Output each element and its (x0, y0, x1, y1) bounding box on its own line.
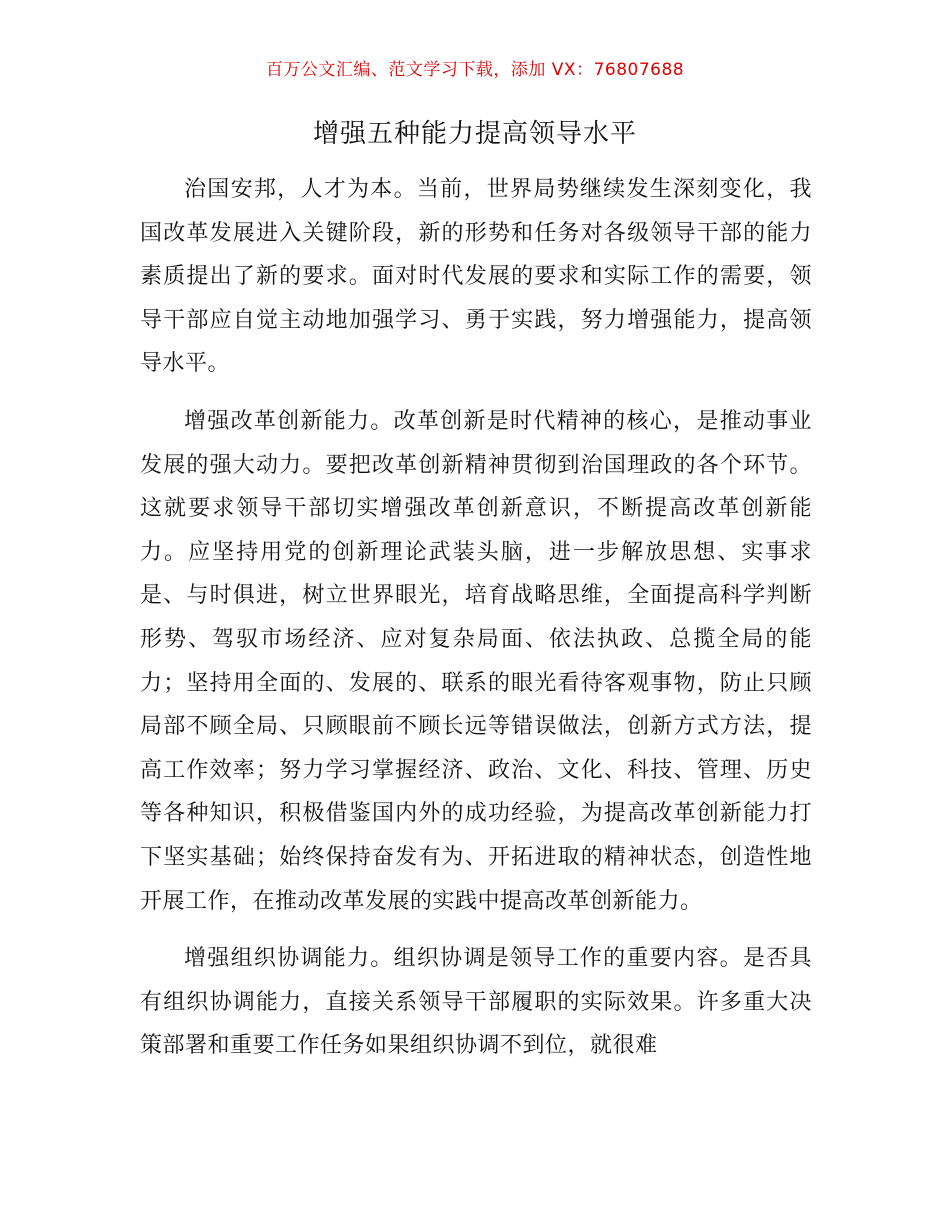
document-body (140, 168, 812, 1082)
document-title: 增强五种能力提高领导水平 (312, 119, 637, 149)
paragraph-intro: 治国安邦，人才为本。当前，世界局势继续发生深刻变化，我国改革发展进入关键阶段，新的形势和任务对各级领导干部的能力素质提出了新的要求。面对时代发展的要求和实际工作的需要，领导干部应自觉主动地加强学习、勇于实践，努力增强能力，提高领导水平。 (140, 177, 812, 377)
watermark-header: 百万公文汇编、范文学习下载，添加 VX：76807688 (265, 60, 685, 80)
paragraph-reform-innovation: 增强改革创新能力。改革创新是时代精神的核心，是推动事业发展的强大动力。要把改革创新精神贯彻到治国理政的各个环节。这就要求领导干部切实增强改革创新意识，不断提高改革创新能力。应坚持用党的创新理论武装头脑，进一步解放思想、实事求是、与时俱进，树立世界眼光，培育战略思维，全面提高科学判断形势、驾驭市场经济、应对复杂局面、依法执政、总揽全局的能力；坚持用全面的、发展的、联系的眼光看待客观事物，防止只顾局部不顾全局、只顾眼前不顾长远等错误做法，创新方式方法，提高工作效率；努力学习掌握经济、政治、文化、科技、管理、历史等各种知识，积极借鉴国内外的成功经验，为提高改革创新能力打下坚实基础；始终保持奋发有为、开拓进取的精神状态，创造性地开展工作，在推动改革发展的实践中提高改革创新能力。 (140, 408, 812, 914)
paragraph-organization-coordination: 增强组织协调能力。组织协调是领导工作的重要内容。是否具有组织协调能力，直接关系领导干部履职的实际效果。许多重大决策部署和重要工作任务如果组织协调不到位，就很难 (140, 946, 812, 1059)
